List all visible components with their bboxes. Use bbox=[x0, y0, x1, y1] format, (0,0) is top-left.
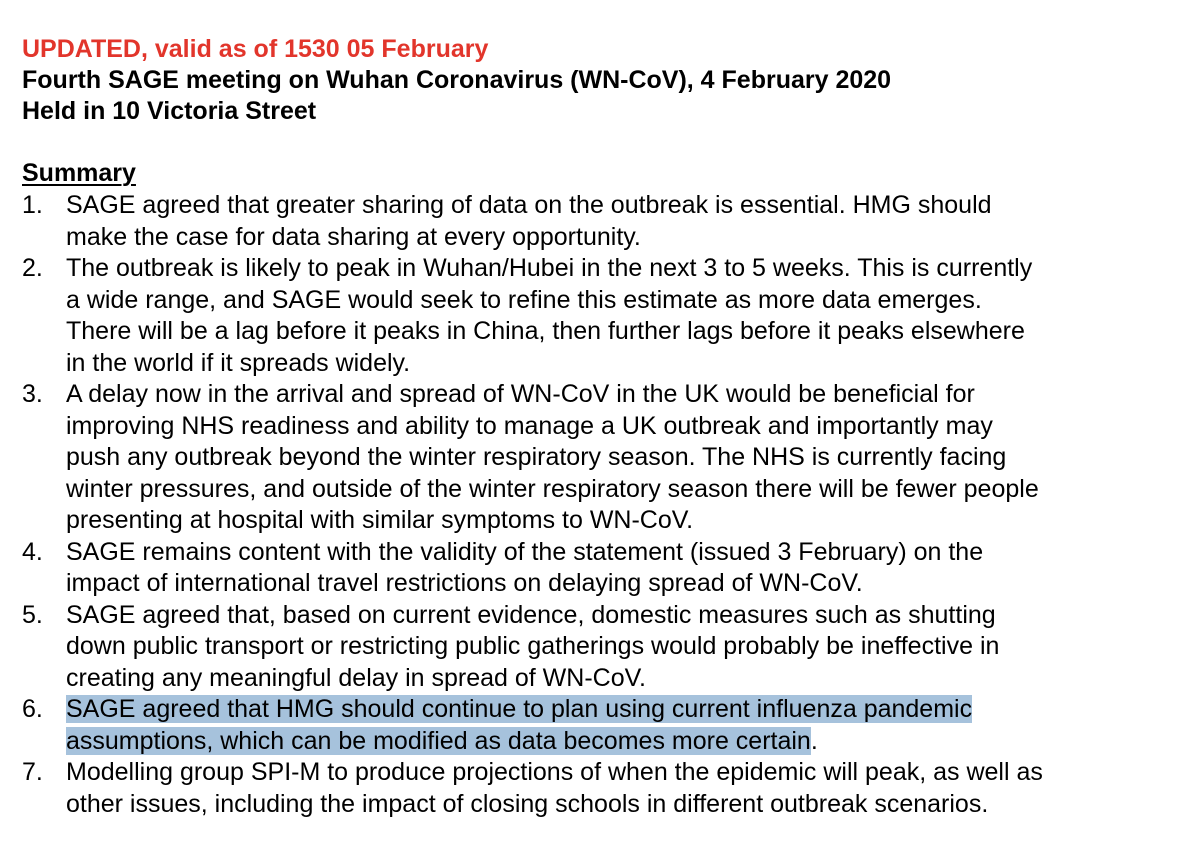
item-number: 2. bbox=[22, 254, 43, 282]
item-line-highlighted bbox=[66, 726, 1146, 758]
item-number: 1. bbox=[22, 191, 43, 219]
item-line: SAGE agreed that, based on current evidence, domestic measures such as shutting bbox=[66, 600, 996, 629]
item-number: 5. bbox=[22, 600, 43, 629]
item-line: presenting at hospital with similar symptoms to WN-CoV. bbox=[66, 506, 694, 534]
item-line: push any outbreak beyond the winter respiratory season. The NHS is currently facing bbox=[66, 443, 1007, 471]
item-line: Modelling group SPI-M to produce projections of when the epidemic will peak, as well as bbox=[66, 758, 1043, 786]
item-line: in the world if it spreads widely. bbox=[66, 348, 411, 377]
meeting-location: Held in 10 Victoria Street bbox=[22, 97, 317, 125]
item-line: creating any meaningful delay in spread of WN-CoV. bbox=[66, 663, 646, 692]
item-line: impact of international travel restrictions on delaying spread of WN-CoV. bbox=[66, 569, 863, 597]
text-highlight: assumptions, which can be modified as data becomes more certain bbox=[66, 726, 811, 755]
summary-item-3 bbox=[0, 379, 1146, 537]
summary-item-1 bbox=[0, 190, 1146, 253]
meeting-title: Fourth SAGE meeting on Wuhan Coronavirus (WN-CoV), 4 February 2020 bbox=[22, 66, 892, 94]
item-line: a wide range, and SAGE would seek to refine this estimate as more data emerges. bbox=[66, 285, 982, 314]
update-notice: UPDATED, valid as of 1530 05 February bbox=[22, 35, 489, 63]
item-number: 3. bbox=[22, 380, 43, 408]
item-number: 4. bbox=[22, 537, 43, 566]
item-line: SAGE agreed that greater sharing of data on the outbreak is essential. HMG should bbox=[66, 191, 992, 219]
item-line: make the case for data sharing at every opportunity. bbox=[66, 222, 641, 251]
document-header bbox=[22, 34, 891, 127]
item-trailing-period: . bbox=[810, 726, 818, 755]
item-line: other issues, including the impact of closing schools in different outbreak scenarios. bbox=[66, 789, 989, 818]
item-line: improving NHS readiness and ability to manage a UK outbreak and importantly may bbox=[66, 411, 993, 440]
item-line-highlighted bbox=[66, 694, 1146, 726]
item-line: down public transport or restricting public gatherings would probably be ineffective in bbox=[66, 632, 1000, 660]
summary-heading: Summary bbox=[22, 159, 136, 187]
item-line: A delay now in the arrival and spread of WN-CoV in the UK would be beneficial for bbox=[66, 380, 975, 408]
item-number: 6. bbox=[22, 695, 43, 723]
text-highlight: SAGE agreed that HMG should continue to plan using current influenza pandemic bbox=[66, 695, 973, 723]
summary-list bbox=[0, 190, 1146, 820]
item-number: 7. bbox=[22, 758, 43, 786]
item-line: There will be a lag before it peaks in China, then further lags before it peaks elsewhere bbox=[66, 317, 1025, 345]
item-line: SAGE remains content with the validity of the statement (issued 3 February) on the bbox=[66, 537, 984, 566]
summary-item-6 bbox=[0, 694, 1146, 757]
summary-item-4 bbox=[0, 537, 1146, 600]
summary-item-7 bbox=[0, 757, 1146, 820]
summary-item-5 bbox=[0, 600, 1146, 695]
item-line: winter pressures, and outside of the winter respiratory season there will be fewer people bbox=[66, 474, 1039, 503]
summary-item-2 bbox=[0, 253, 1146, 379]
item-line: The outbreak is likely to peak in Wuhan/Hubei in the next 3 to 5 weeks. This is currently bbox=[66, 254, 1033, 282]
